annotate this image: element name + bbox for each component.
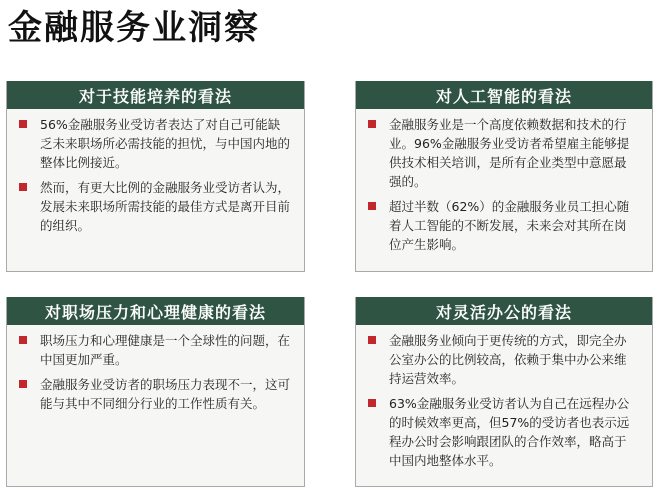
- bullet-item: [19, 115, 290, 172]
- bullet-text: 63%金融服务业受访者认为自己在远程办公的时候效率更高，但57%的受访者也表示远程办公时会影响跟团队的合作效率，略高于中国内地整体水平。: [389, 396, 630, 468]
- red-square-bullet-icon: [368, 202, 376, 210]
- bullet-item: [368, 331, 638, 388]
- bullet-text: 金融服务业是一个高度依赖数据和技术的行业。96%金融服务业受访者希望雇主能够提供技术相关培训，是所有企业类型中意愿最强的。: [389, 117, 630, 189]
- red-square-bullet-icon: [368, 336, 376, 344]
- page-title: 金融服务业洞察: [8, 8, 260, 48]
- card-heading: 对于技能培养的看法: [7, 81, 304, 109]
- card-skills: [6, 81, 305, 272]
- card-heading: 对职场压力和心理健康的看法: [7, 297, 304, 325]
- red-square-bullet-icon: [19, 120, 27, 128]
- bullet-item: [368, 394, 638, 470]
- bullet-text: 金融服务业受访者的职场压力表现不一，这可能与其中不同细分行业的工作性质有关。: [40, 377, 291, 411]
- bullet-text: 然而，有更大比例的金融服务业受访者认为，发展未来职场所需技能的最佳方式是离开目前的组织。: [40, 180, 291, 233]
- card-ai: [355, 81, 653, 272]
- red-square-bullet-icon: [19, 183, 27, 191]
- card-heading: 对人工智能的看法: [356, 81, 652, 109]
- red-square-bullet-icon: [19, 336, 27, 344]
- bullet-text: 56%金融服务业受访者表达了对自己可能缺乏未来职场所必需技能的担忧，与中国内地的整体比例接近。: [40, 117, 291, 170]
- bullet-item: [19, 375, 290, 413]
- bullet-text: 职场压力和心理健康是一个全球性的问题，在中国更加严重。: [40, 333, 291, 367]
- card-flexible-work: [355, 297, 653, 487]
- red-square-bullet-icon: [368, 120, 376, 128]
- card-stress: [6, 297, 305, 487]
- bullet-item: [19, 331, 290, 369]
- red-square-bullet-icon: [368, 399, 376, 407]
- bullet-item: [19, 178, 290, 235]
- bullet-item: [368, 197, 638, 254]
- bullet-item: [368, 115, 638, 191]
- bullet-list: [356, 109, 652, 254]
- bullet-list: [7, 109, 304, 235]
- bullet-list: [356, 325, 652, 470]
- bullet-text: 金融服务业倾向于更传统的方式，即完全办公室办公的比例较高，依赖于集中办公来维持运营效率。: [389, 333, 627, 386]
- red-square-bullet-icon: [19, 380, 27, 388]
- bullet-text: 超过半数（62%）的金融服务业员工担心随着人工智能的不断发展，未来会对其所在岗位产生影响。: [389, 199, 630, 252]
- card-heading: 对灵活办公的看法: [356, 297, 652, 325]
- bullet-list: [7, 325, 304, 413]
